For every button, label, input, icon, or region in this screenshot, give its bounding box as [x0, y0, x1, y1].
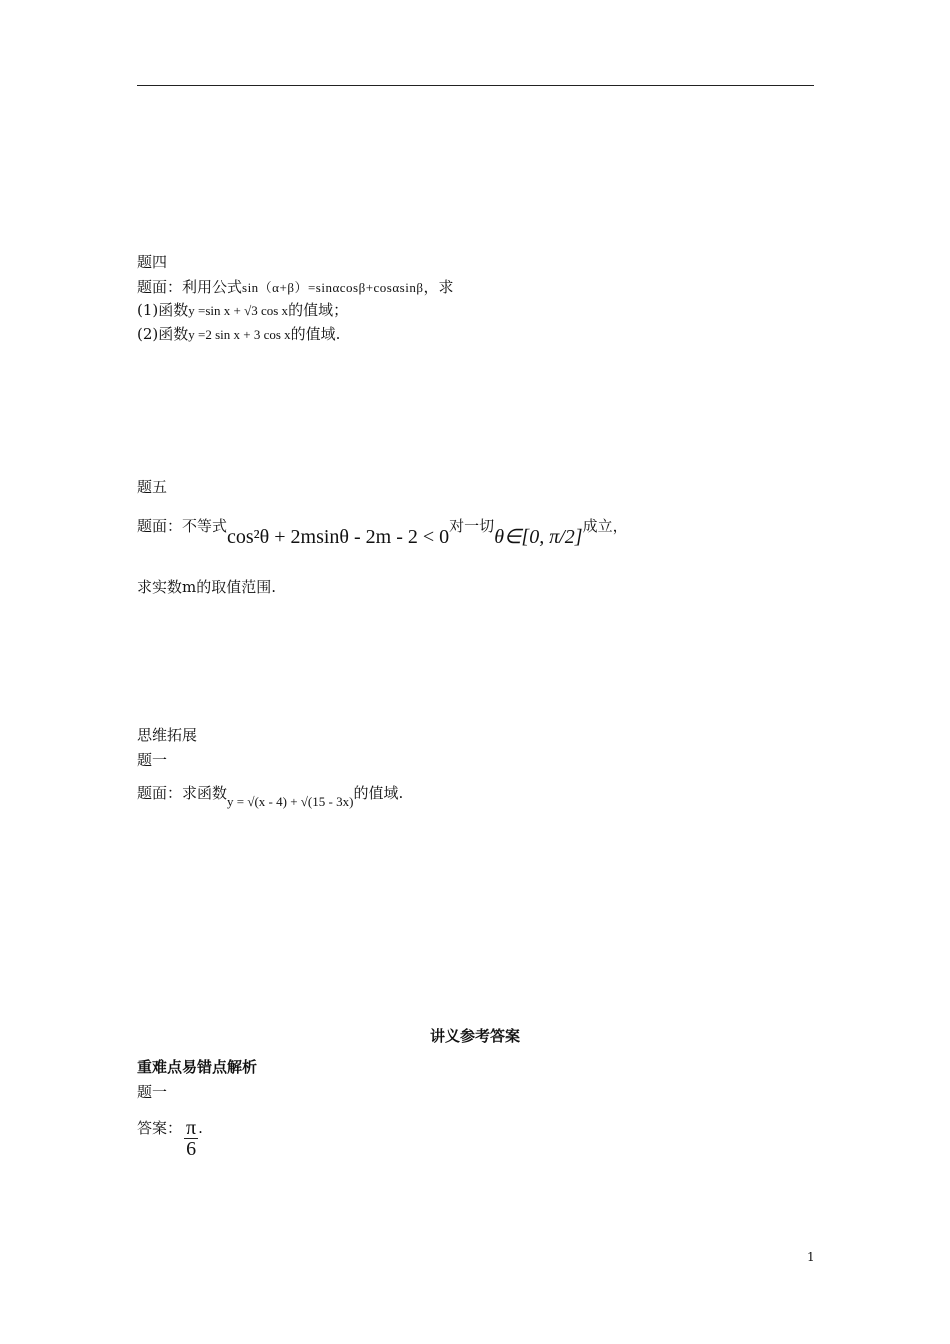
problem5-stem-prefix: 题面：不等式	[137, 517, 228, 535]
problem4-q1-prefix: (1)函数	[137, 301, 189, 319]
answers-section: 重难点易错点解析	[137, 1058, 258, 1076]
problem5-inequality: cos²θ + 2msinθ - 2m - 2 < 0	[227, 526, 450, 548]
extension-stem-suffix: 的值域.	[353, 784, 404, 802]
problem4-stem-prefix: 题面：利用公式	[137, 278, 243, 296]
page-number: 1	[807, 1250, 815, 1264]
answers-fraction	[184, 1118, 198, 1159]
answers-title: 讲义参考答案	[429, 1027, 520, 1045]
problem4-heading: 题四	[137, 253, 168, 271]
problem5-domain: θ∈[0, π/2]	[494, 526, 583, 548]
answers-answer-suffix: .	[198, 1119, 203, 1137]
problem4-stem	[137, 278, 453, 297]
problem5-line2: 求实数m的取值范围.	[137, 578, 276, 596]
extension-problem1-heading: 题一	[137, 751, 168, 769]
answers-problem1-heading: 题一	[137, 1083, 168, 1101]
header-rule	[137, 85, 814, 86]
extension-stem-prefix: 题面：求函数	[137, 784, 228, 802]
problem4-stem-suffix: ，求	[423, 278, 454, 296]
problem5-middle: 对一切	[449, 517, 495, 535]
problem5-stem	[137, 511, 628, 563]
extension-stem	[137, 778, 403, 817]
answers-answer	[137, 1118, 203, 1159]
problem5-heading: 题五	[137, 478, 168, 496]
problem4-q2-prefix: (2)函数	[137, 325, 189, 343]
problem4-q1-formula: y =sin x + √3 cos x	[188, 303, 289, 318]
answers-fraction-den: 6	[186, 1138, 197, 1160]
problem4-q2	[137, 325, 340, 344]
problem4-q1	[137, 301, 348, 320]
extension-heading: 思维拓展	[137, 726, 198, 744]
problem4-q2-suffix: 的值域.	[290, 325, 341, 343]
problem4-q1-suffix: 的值域；	[288, 301, 349, 319]
problem5-stem-suffix: 成立，	[582, 517, 628, 535]
problem4-formula: sin（α+β）=sinαcosβ+cosαsinβ	[242, 280, 424, 295]
answers-fraction-num: π	[186, 1117, 197, 1139]
problem4-q2-formula: y =2 sin x + 3 cos x	[188, 327, 291, 342]
extension-formula: y = √(x - 4) + √(15 - 3x)	[227, 794, 354, 809]
answers-answer-prefix: 答案：	[137, 1119, 183, 1137]
